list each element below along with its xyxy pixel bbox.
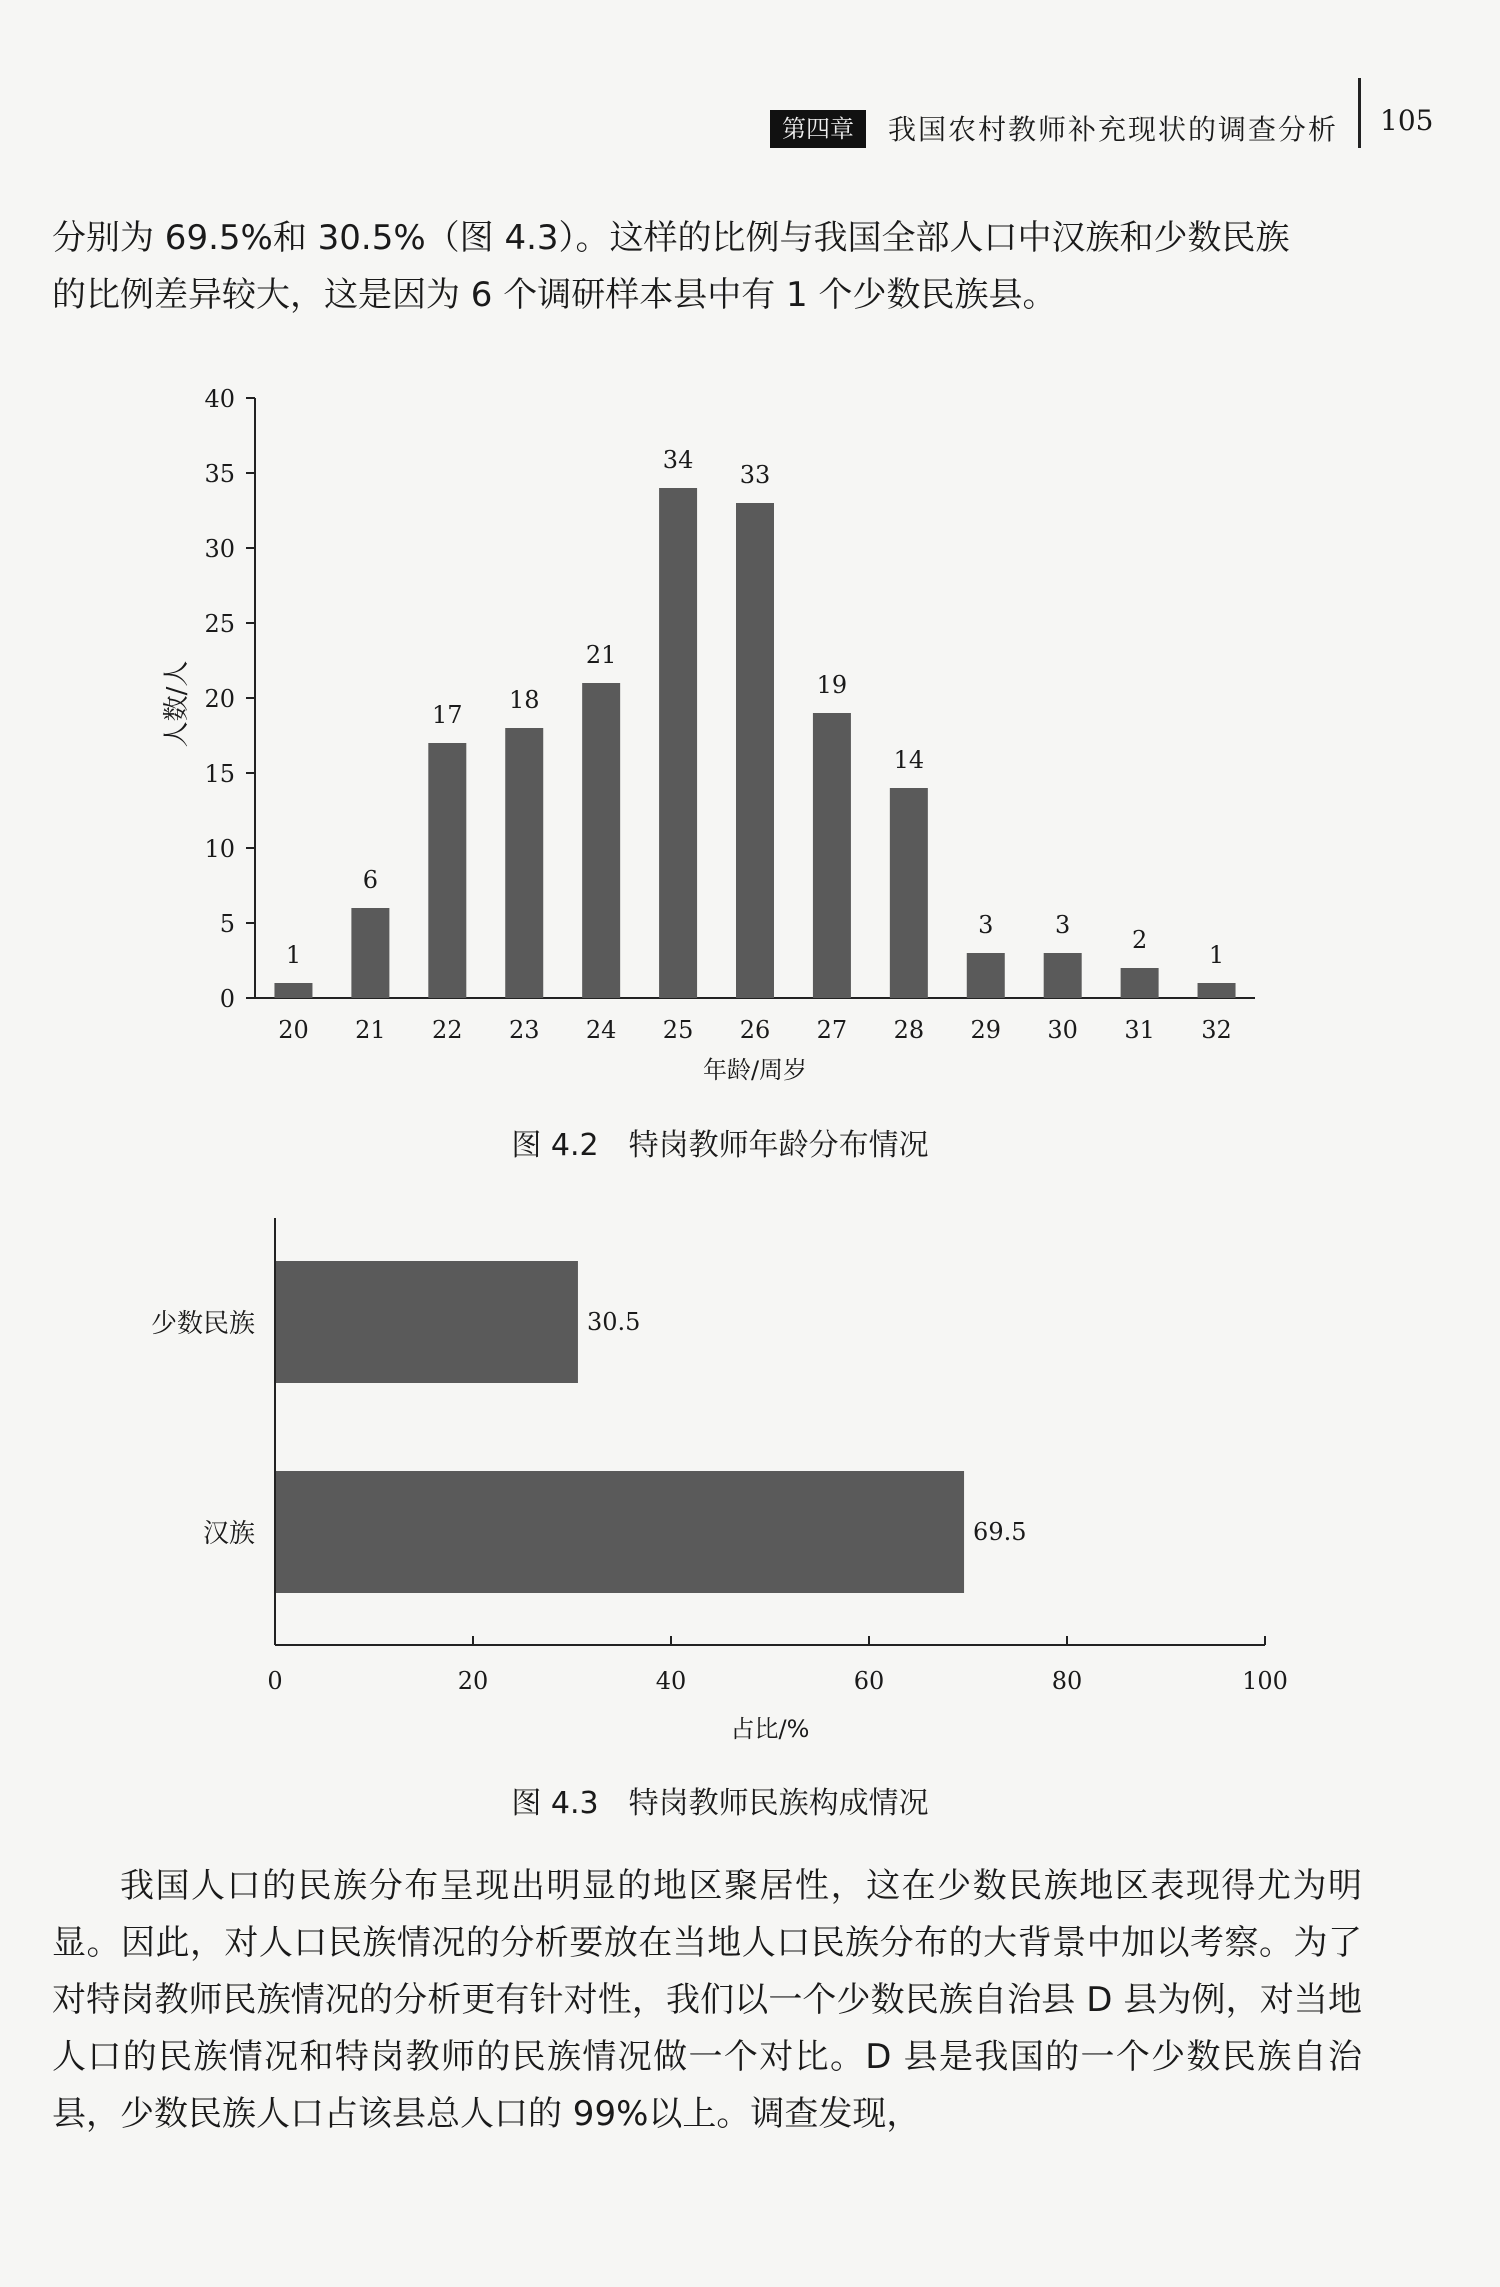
data-label: 14 [893, 746, 925, 774]
y-tick-label: 25 [204, 610, 235, 638]
x-tick-label: 31 [1124, 1016, 1155, 1044]
data-label: 3 [978, 911, 994, 939]
ethnicity-chart [120, 1210, 1320, 1750]
data-label: 19 [816, 671, 848, 699]
chapter-title: 我国农村教师补充现状的调查分析 [888, 113, 1339, 146]
data-label: 69.5 [973, 1518, 1027, 1546]
paragraph-top [52, 210, 1362, 324]
x-tick-label: 28 [893, 1016, 925, 1044]
category-label: 少数民族 [150, 1309, 255, 1339]
category-label: 汉族 [202, 1519, 255, 1549]
paragraph-line: 的比例差异较大，这是因为 6 个调研样本县中有 1 个少数民族县。 [52, 275, 1057, 315]
x-tick-label: 23 [508, 1016, 540, 1044]
x-axis-label: 占比/% [730, 1715, 810, 1743]
bar [659, 488, 697, 998]
x-tick-label: 24 [585, 1016, 617, 1044]
x-tick-label: 27 [816, 1016, 848, 1044]
bar [967, 953, 1005, 998]
bar [351, 908, 389, 998]
data-label: 33 [739, 461, 771, 489]
x-axis-label: 年龄/周岁 [702, 1056, 808, 1084]
bar [1198, 983, 1236, 998]
chapter-label: 第四章 [770, 110, 866, 148]
bar [890, 788, 928, 998]
x-tick-label: 21 [355, 1016, 386, 1044]
x-tick-label: 0 [267, 1667, 283, 1695]
paragraph-body: 我国人口的民族分布呈现出明显的地区聚居性，这在少数民族地区表现得尤为明显。因此，对人口民族情况的分析要放在当地人口民族分布的大背景中加以考察。为了对特岗教师民族情况的分析更有针对性，我们以一个少数民族自治县 D 县为例，对当地人口的民族情况和特岗教师的民族情况做一个对比。D 县是我国的一个少数民族自治县，少数民族人口占该县总人口的 99%以上。调查发现， [52, 1866, 1362, 2134]
paragraph-line: 分别为 69.5%和 30.5%（图 4.3）。这样的比例与我国全部人口中汉族和少数民族 [52, 218, 1290, 258]
data-label: 34 [662, 446, 694, 474]
x-tick-label: 20 [278, 1016, 309, 1044]
x-tick-label: 100 [1242, 1667, 1288, 1695]
bar [1044, 953, 1082, 998]
data-label: 18 [508, 686, 540, 714]
y-tick-label: 15 [204, 760, 235, 788]
y-tick-label: 20 [204, 685, 235, 713]
header-divider [1358, 78, 1361, 148]
figure-4-2-caption: 图 4.2 特岗教师年龄分布情况 [511, 1128, 929, 1163]
y-axis-label: 人数/人 [162, 660, 192, 748]
x-tick-label: 26 [739, 1016, 771, 1044]
x-tick-label: 30 [1047, 1016, 1078, 1044]
y-tick-label: 10 [204, 835, 235, 863]
figure-4-3-caption: 图 4.3 特岗教师民族构成情况 [511, 1786, 929, 1821]
bar [276, 1261, 578, 1383]
y-tick-label: 0 [219, 985, 235, 1013]
x-tick-label: 40 [655, 1667, 687, 1695]
data-label: 30.5 [586, 1308, 641, 1336]
y-tick-label: 5 [219, 910, 235, 938]
x-tick-label: 80 [1051, 1667, 1083, 1695]
x-tick-label: 22 [432, 1016, 463, 1044]
x-tick-label: 32 [1201, 1016, 1232, 1044]
data-label: 2 [1131, 926, 1148, 954]
bar [428, 743, 466, 998]
data-label: 1 [1208, 941, 1225, 969]
data-label: 17 [432, 701, 463, 729]
y-tick-label: 30 [204, 535, 235, 563]
y-tick-label: 35 [204, 460, 235, 488]
bar [1121, 968, 1159, 998]
x-tick-label: 25 [662, 1016, 694, 1044]
bar [736, 503, 774, 998]
page-header [0, 0, 1500, 160]
age-distribution-chart [140, 370, 1290, 1100]
x-tick-label: 20 [457, 1667, 489, 1695]
x-tick-label: 29 [970, 1016, 1002, 1044]
bar [582, 683, 620, 998]
data-label: 21 [585, 641, 617, 669]
page-number: 105 [1380, 104, 1434, 137]
bar [276, 1471, 964, 1593]
bar [813, 713, 851, 998]
y-tick-label: 40 [204, 385, 235, 413]
bar [505, 728, 543, 998]
data-label: 3 [1055, 911, 1071, 939]
bar [274, 983, 312, 998]
data-label: 1 [285, 941, 302, 969]
data-label: 6 [362, 866, 379, 894]
x-tick-label: 60 [853, 1667, 885, 1695]
paragraph-bottom [52, 1858, 1362, 2143]
